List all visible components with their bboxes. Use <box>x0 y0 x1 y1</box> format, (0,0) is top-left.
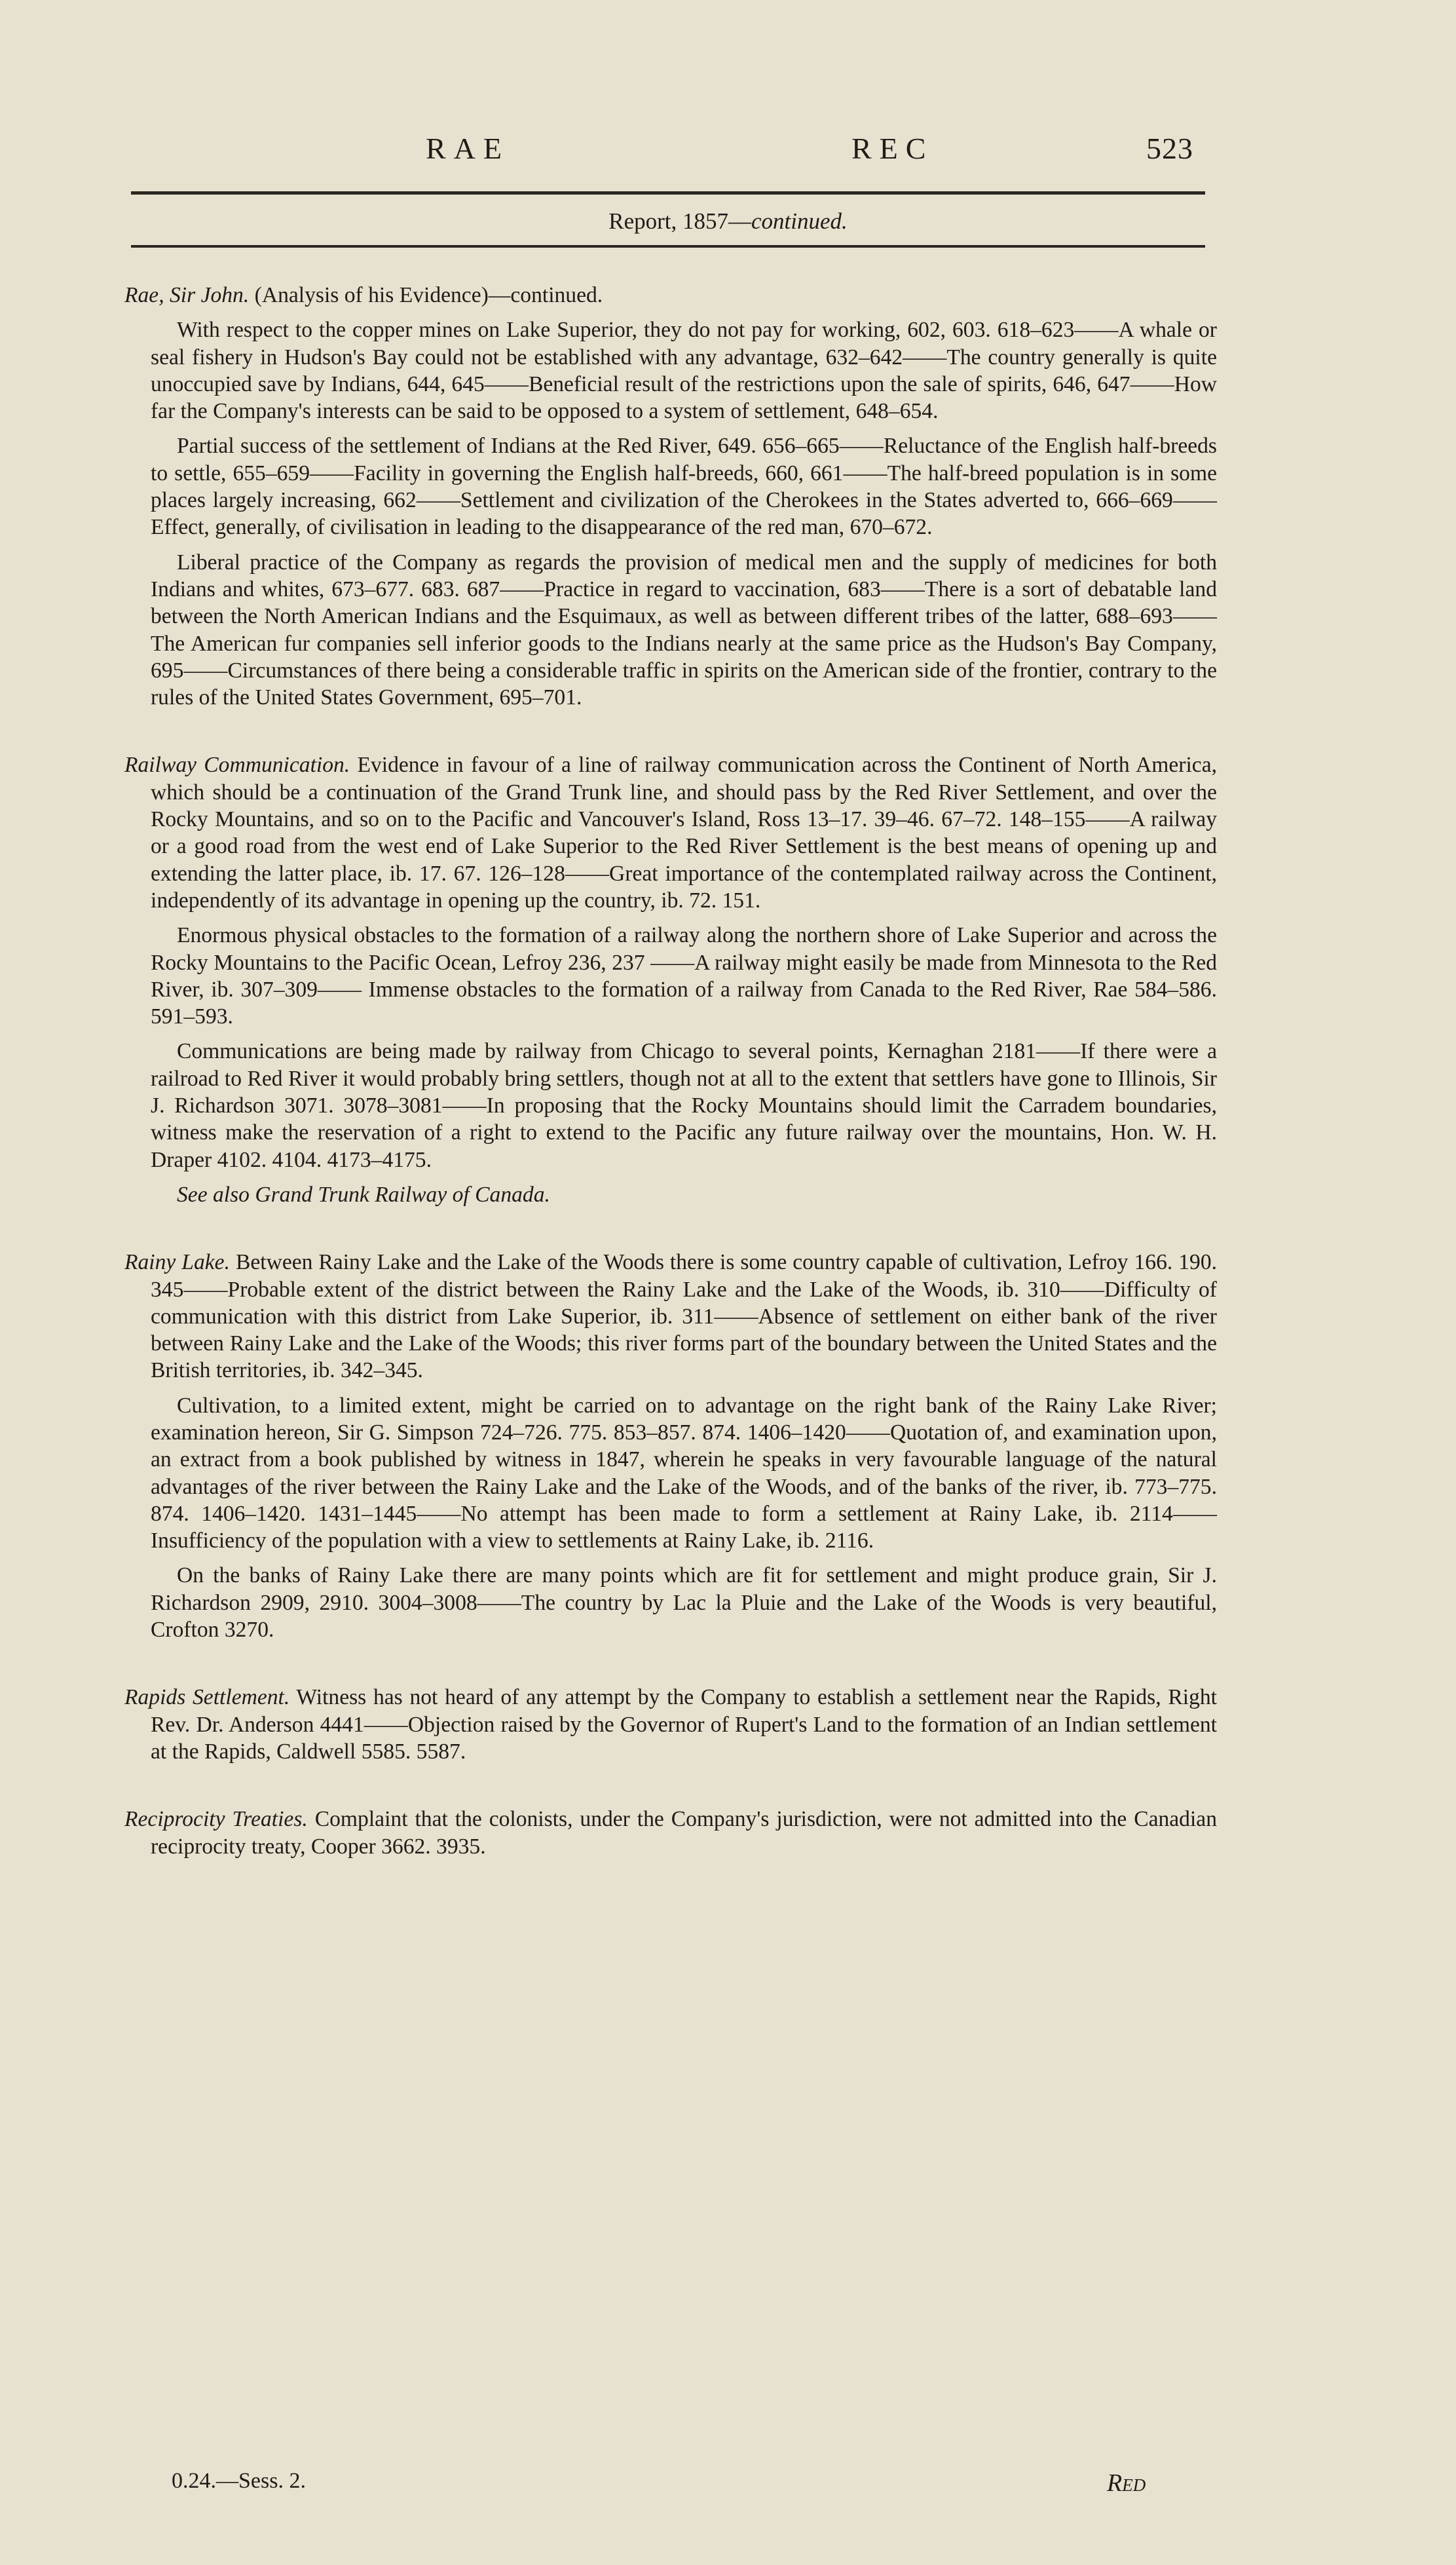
entry-heading: Railway Communication. <box>124 753 350 778</box>
report-subheading <box>0 208 1456 235</box>
entry-paragraph: Witness has not heard of any attempt by the Company to establish a settlement near the Rapids, Right Rev. Dr. Anderson 4441——Objection raised by the Governor of Rupert's Land to the formation of an Indian settlement at the Rapids, Caldwell 5585. 5587. <box>151 1685 1217 1764</box>
entry-paragraph: Communications are being made by railway from Chicago to several points, Kernaghan 2181——If there were a railroad to Red River it would probably bring settlers, though not at all to the extent that settlers have gone to Illinois, Sir J. Richardson 3071. 3078–3081——In proposing that the Rocky Mountains should limit the Carradem boundaries, witness make the reservation of a right to extend to the Pacific any future railway over the mountains, Hon. W. H. Draper 4102. 4104. 4173–4175. <box>151 1039 1217 1172</box>
entry-rapids-settlement <box>124 1684 1217 1765</box>
entry-heading: Rapids Settlement. <box>124 1685 290 1710</box>
running-header <box>0 131 1456 177</box>
subheading-italic: continued. <box>751 208 848 234</box>
subheading-text: Report, 1857— <box>608 208 751 234</box>
entry-paragraph: Liberal practice of the Company as regards the provision of medical men and the supply of medicines for both Indians and whites, 673–677. 683. 687——Practice in regard to vaccination, 683——There is a sort of debatable land between the North American Indians and the Esquimaux, as well as between different tribes of the latter, 688–693——The American fur companies sell inferior goods to the Indians nearly at the same price as the Hudson's Bay Company, 695——Circumstances of there being a considerable traffic in spirits on the American side of the frontier, contrary to the rules of the United States Government, 695–701. <box>151 550 1217 710</box>
entry-paragraph: Enormous physical obstacles to the formation of a railway along the northern shore of Lake Superior and across the Rocky Mountains to the Pacific Ocean, Lefroy 236, 237 ——A railway might easily be made from Minnesota to the Red River, ib. 307–309—— Immense obstacles to the formation of a railway from Canada to the Red River, Rae 584–586. 591–593. <box>151 923 1217 1029</box>
page-number: 523 <box>1146 132 1193 165</box>
sessional-reference: 0.24.—Sess. 2. <box>172 2469 306 2493</box>
entry-paragraph: Evidence in favour of a line of railway communication across the Continent of North America, which should be a continuation of the Grand Trunk line, and should pass by the Red River Settlement, and over the Rocky Mountains, and so on to the Pacific and Vancouver's Island, Ross 13–17. 39–46. 67–72. 148–155——A railway or a good road from the west end of Lake Superior to the Red River Settlement is the best means of opening up and extending the latter place, ib. 17. 67. 126–128——Great importance of the contemplated railway across the Continent, independently of its advantage in opening up the country, ib. 72. 151. <box>151 753 1217 913</box>
entry-rae-sir-john <box>124 282 1217 711</box>
entry-railway-communication <box>124 751 1217 1208</box>
header-left-word: RAE <box>426 132 510 165</box>
entry-paragraph: Partial success of the settlement of Indians at the Red River, 649. 656–665——Reluctance of the English half-breeds to settle, 655–659——Facility in governing the English half-breeds, 660, 661——The half-breed population is in some places largely increasing, 662——Settlement and civilization of the Cherokees in the States adverted to, 666–669——Effect, generally, of civilisation in leading to the disappearance of the red man, 670–672. <box>151 434 1217 540</box>
entry-paragraph: See also Grand Trunk Railway of Canada. <box>177 1182 550 1207</box>
entry-paragraph: With respect to the copper mines on Lake Superior, they do not pay for working, 602, 603. 618–623——A whale or seal fishery in Hudson's Bay could not be established with any advantage, 632–642——The country generally is quite unoccupied save by Indians, 644, 645——Beneficial result of the restrictions upon the sale of spirits, 646, 647——How far the Company's interests can be said to be opposed to a system of settlement, 648–654. <box>151 318 1217 424</box>
entry-paragraph: (Analysis of his Evidence)—continued. <box>254 283 603 307</box>
entry-reciprocity-treaties <box>124 1806 1217 1860</box>
entry-heading: Reciprocity Treaties. <box>124 1807 308 1832</box>
entry-paragraph: Between Rainy Lake and the Lake of the Woods there is some country capable of cultivation, Lefroy 166. 190. 345——Probable extent of the district between the Rainy Lake and the Lake of the Woods, ib. 310——Difficulty of communication with this district from Lake Superior, ib. 311——Absence of settlement on either bank of the river between Rainy Lake and the Lake of the Woods; this river forms part of the boundary between the United States and the British territories, ib. 342–345. <box>151 1250 1217 1383</box>
entry-paragraph: Cultivation, to a limited extent, might be carried on to advantage on the right bank of the Rainy Lake River; examination hereon, Sir G. Simpson 724–726. 775. 853–857. 874. 1406–1420——Quotation of, and examination upon, an extract from a book published by witness in 1847, wherein he speaks in very favourable language of the natural advantages of the river between the Rainy Lake and the Lake of the Woods, and of the banks of the river, ib. 773–775. 874. 1406–1420. 1431–1445——No attempt has been made to form a settlement at Rainy Lake, ib. 2114——Insufficiency of the population with a view to settlements at Rainy Lake, ib. 2116. <box>151 1393 1217 1553</box>
entry-rainy-lake <box>124 1249 1217 1643</box>
catchword: Red <box>1107 2469 1146 2497</box>
header-rule <box>131 191 1205 195</box>
index-body <box>124 282 1217 1901</box>
subheading-rule <box>131 245 1205 248</box>
entry-paragraph: Complaint that the colonists, under the Company's jurisdiction, were not admitted into the Canadian reciprocity treaty, Cooper 3662. 3935. <box>151 1807 1217 1859</box>
entry-paragraph: On the banks of Rainy Lake there are many points which are fit for settlement and might produce grain, Sir J. Richardson 2909, 2910. 3004–3008——The country by Lac la Pluie and the Lake of the Woods is very beautiful, Crofton 3270. <box>151 1563 1217 1643</box>
entry-heading: Rae, Sir John. <box>124 283 250 307</box>
header-right-word: REC <box>851 132 934 165</box>
entry-heading: Rainy Lake. <box>124 1250 230 1275</box>
page-footer <box>0 2469 1456 2501</box>
